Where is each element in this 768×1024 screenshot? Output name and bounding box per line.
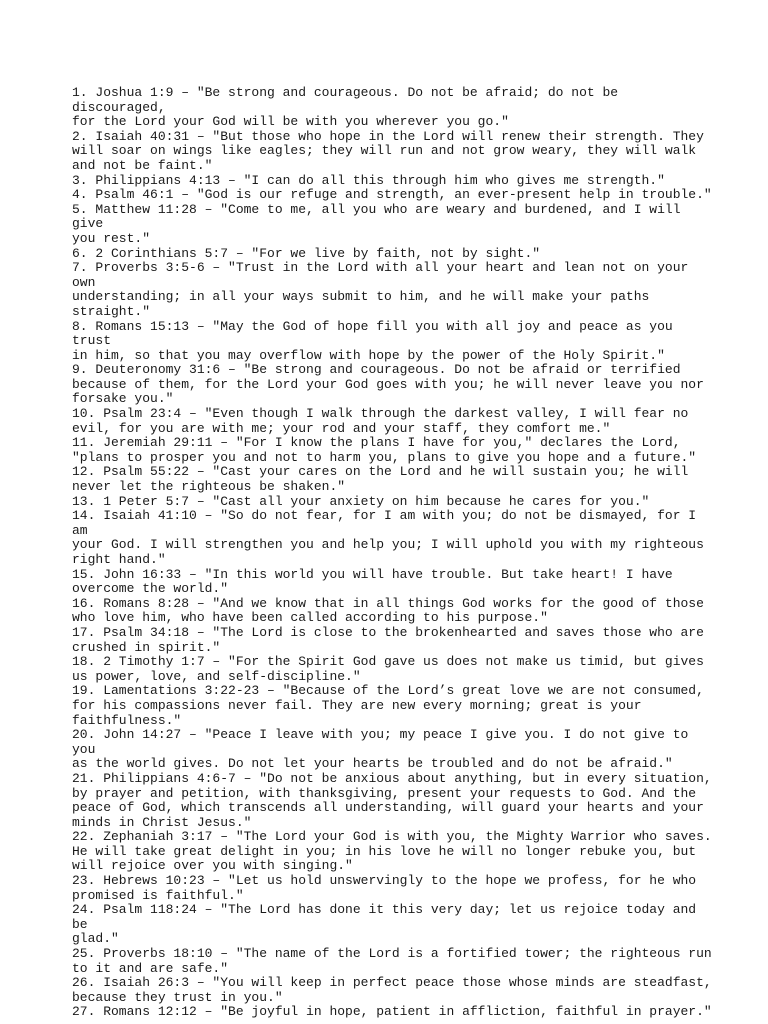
verse-item: 19. Lamentations 3:22-23 – "Because of the Lord’s great love we are not consumed, for his compassions never fail. They are new every morning; great is your faithfulness." (72, 683, 704, 728)
verse-item: 27. Romans 12:12 – "Be joyful in hope, patient in affliction, faithful in prayer." (72, 1004, 712, 1020)
verse-item: 4. Psalm 46:1 – "God is our refuge and strength, an ever-present help in trouble." (72, 187, 712, 203)
verse-item: 3. Philippians 4:13 – "I can do all this through him who gives me strength." (72, 172, 665, 188)
verse-item: 24. Psalm 118:24 – "The Lord has done it this very day; let us rejoice today and be glad." (72, 902, 697, 947)
verse-item: 6. 2 Corinthians 5:7 – "For we live by faith, not by sight." (72, 245, 541, 261)
verse-item: 16. Romans 8:28 – "And we know that in all things God works for the good of those who love him, who have been called according to his purpose." (72, 595, 704, 626)
verse-item: 11. Jeremiah 29:11 – "For I know the plans I have for you," declares the Lord, "plans to prosper you and not to harm you, plans to give you hope and a future." (72, 435, 697, 465)
verse-item: 18. 2 Timothy 1:7 – "For the Spirit God gave us does not make us timid, but gives us power, love, and self-discipline." (72, 654, 704, 684)
verse-item: 12. Psalm 55:22 – "Cast your cares on the Lord and he will sustain you; he will never let the righteous be shaken." (72, 464, 689, 495)
verse-item: 17. Psalm 34:18 – "The Lord is close to the brokenhearted and saves those who are crushed in spirit." (72, 624, 704, 655)
verse-item: 9. Deuteronomy 31:6 – "Be strong and courageous. Do not be afraid or terrified because of them, for the Lord your God goes with you; he will never leave you nor forsake you." (72, 362, 704, 407)
document-page (72, 86, 712, 1020)
verse-item: 20. John 14:27 – "Peace I leave with you; my peace I give you. I do not give to you as the world gives. Do not let your hearts be troubled and do not be afraid." (72, 727, 689, 772)
verse-item: 21. Philippians 4:6-7 – "Do not be anxious about anything, but in every situation, by prayer and petition, with thanksgiving, present your requests to God. And the peace of God, which transcends all understanding, will guard your hearts and your minds in Christ Jesus." (72, 770, 712, 830)
verse-item: 8. Romans 15:13 – "May the God of hope fill you with all joy and peace as you trust in him, so that you may overflow with hope by the power of the Holy Spirit." (72, 318, 673, 363)
verse-item: 14. Isaiah 41:10 – "So do not fear, for I am with you; do not be dismayed, for I am your God. I will strengthen you and help you; I will uphold you with my righteous right hand." (72, 508, 704, 567)
verse-item: 23. Hebrews 10:23 – "Let us hold unswervingly to the hope we profess, for he who promised is faithful." (72, 873, 697, 903)
verse-item: 22. Zephaniah 3:17 – "The Lord your God is with you, the Mighty Warrior who saves. He will take great delight in you; in his love he will no longer rebuke you, but will rejoice over you with singing." (72, 829, 712, 874)
verse-item: 7. Proverbs 3:5-6 – "Trust in the Lord with all your heart and lean not on your own understanding; in all your ways submit to him, and he will make your paths straight." (72, 260, 689, 319)
verse-item: 25. Proverbs 18:10 – "The name of the Lord is a fortified tower; the righteous run to it and are safe." (72, 946, 712, 976)
verse-item: 13. 1 Peter 5:7 – "Cast all your anxiety on him because he cares for you." (72, 493, 650, 509)
verse-list (72, 86, 712, 1020)
verse-item: 26. Isaiah 26:3 – "You will keep in perfect peace those whose minds are steadfast, because they trust in you." (72, 975, 712, 1005)
verse-item: 10. Psalm 23:4 – "Even though I walk through the darkest valley, I will fear no evil, for you are with me; your rod and your staff, they comfort me." (72, 406, 689, 436)
verse-item: 5. Matthew 11:28 – "Come to me, all you who are weary and burdened, and I will give you rest." (72, 201, 681, 246)
verse-item: 1. Joshua 1:9 – "Be strong and courageous. Do not be afraid; do not be discouraged, for the Lord your God will be with you wherever you go." (72, 85, 619, 130)
verse-item: 2. Isaiah 40:31 – "But those who hope in the Lord will renew their strength. They will soar on wings like eagles; they will run and not grow weary, they will walk and not be faint." (72, 128, 704, 173)
verse-item: 15. John 16:33 – "In this world you will have trouble. But take heart! I have overcome the world." (72, 566, 673, 597)
